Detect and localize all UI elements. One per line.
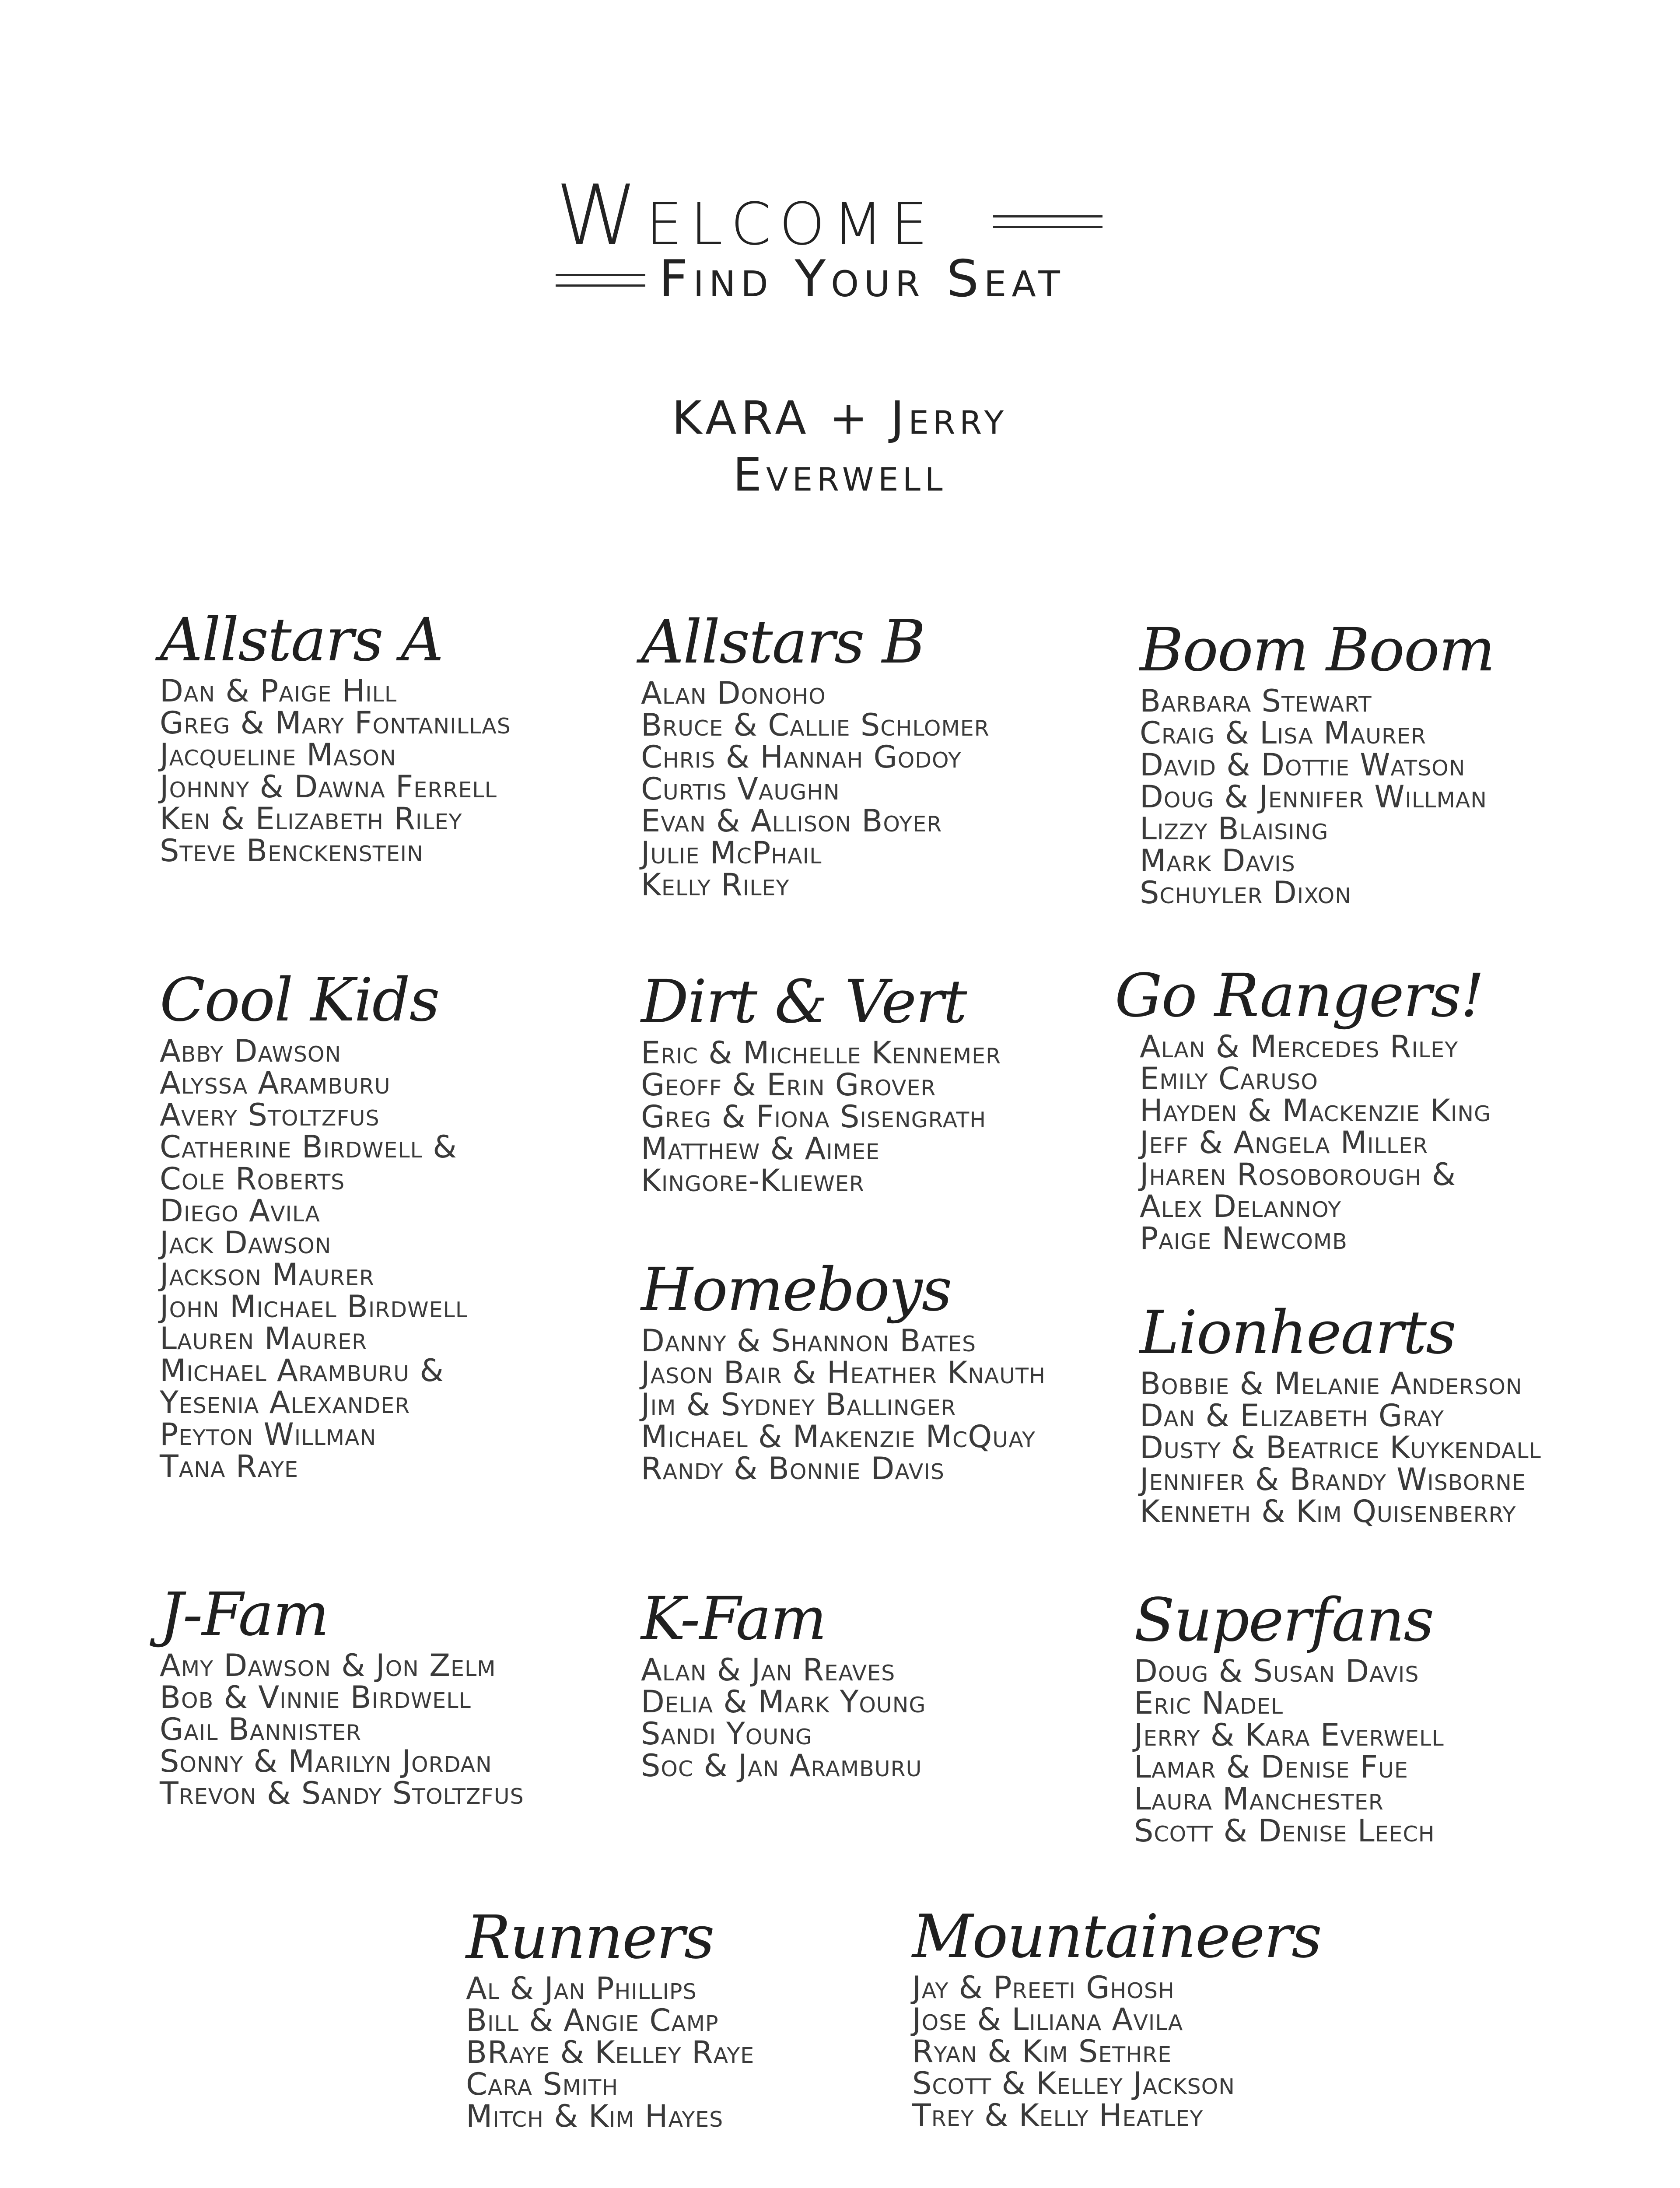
welcome-title: Welcome <box>556 167 936 264</box>
guest-name: Cara Smith <box>466 2066 619 2102</box>
couple-names-line1: KARA + Jerry <box>672 391 1008 445</box>
guest-name: BRaye & Kelley Raye <box>466 2034 755 2070</box>
guest-name: Jason Bair & Heather Knauth <box>641 1355 1046 1391</box>
guest-name: Danny & Shannon Bates <box>641 1323 976 1359</box>
guest-name: Matthew & Aimee <box>641 1131 880 1167</box>
table-name: Allstars A <box>160 606 443 675</box>
guest-name: Avery Stoltzfus <box>160 1097 380 1133</box>
find-your-seat-subtitle: Find Your Seat <box>659 249 1065 309</box>
couple-names <box>0 389 1680 503</box>
guest-name: Hayden & Mackenzie King <box>1140 1093 1491 1129</box>
guest-list <box>912 1972 1350 2132</box>
table-group <box>1134 1586 1572 1849</box>
guest-name: Delia & Mark Young <box>641 1684 926 1720</box>
table-name: J-Fam <box>160 1580 329 1649</box>
guest-name: Johnny & Dawna Ferrell <box>160 769 497 805</box>
guest-name: Diego Avila <box>160 1193 320 1229</box>
guest-name: Eric Nadel <box>1134 1685 1284 1721</box>
guest-name: Alyssa Aramburu <box>160 1065 391 1101</box>
guest-name: Bobbie & Melanie Anderson <box>1140 1366 1522 1402</box>
guest-name: Alan & Mercedes Riley <box>1140 1029 1459 1065</box>
table-group <box>641 1585 1078 1784</box>
guest-name: Jennifer & Brandy Wisborne <box>1140 1462 1526 1497</box>
guest-name: Amy Dawson & Jon Zelm <box>160 1648 496 1683</box>
guest-name: Ken & Elizabeth Riley <box>160 801 462 837</box>
guest-name: Trevon & Sandy Stoltzfus <box>160 1775 524 1811</box>
guest-list <box>641 1037 1078 1197</box>
guest-list <box>1140 685 1577 909</box>
guest-name: Greg & Mary Fontanillas <box>160 705 511 741</box>
guest-name: Doug & Susan Davis <box>1134 1653 1419 1689</box>
guest-name: Trey & Kelly Heatley <box>912 2097 1204 2133</box>
guest-name: Randy & Bonnie Davis <box>641 1451 945 1487</box>
guest-name: Geoff & Erin Grover <box>641 1067 936 1103</box>
guest-name: Bill & Angie Camp <box>466 2002 719 2038</box>
table-name: Go Rangers! <box>1115 961 1484 1031</box>
guest-list <box>160 675 597 867</box>
guest-name: Julie McPhail <box>641 835 822 871</box>
guest-name: Sandi Young <box>641 1716 812 1752</box>
guest-list <box>160 1035 597 1483</box>
guest-name: Emily Caruso <box>1140 1061 1318 1097</box>
guest-name: Tana Raye <box>160 1448 298 1484</box>
guest-name: Chris & Hannah Godoy <box>641 739 962 775</box>
guest-name: Jeff & Angela Miller <box>1140 1125 1428 1161</box>
guest-name: Scott & Kelley Jackson <box>912 2065 1235 2101</box>
table-group <box>912 1902 1350 2133</box>
welcome-rule-bottom <box>993 226 1102 228</box>
table-name: Runners <box>466 1903 714 1972</box>
guest-name: Sonny & Marilyn Jordan <box>160 1743 492 1779</box>
guest-name: Michael & Makenzie McQuay <box>641 1419 1036 1455</box>
welcome-rule-top <box>993 215 1102 217</box>
guest-list <box>1140 1368 1577 1528</box>
table-group <box>641 968 1078 1199</box>
guest-name: Lamar & Denise Fue <box>1134 1749 1408 1785</box>
table-name: Superfans <box>1134 1586 1434 1655</box>
table-group <box>1115 961 1552 1256</box>
guest-name: Ryan & Kim Sethre <box>912 2034 1172 2069</box>
guest-name: Cole Roberts <box>160 1161 345 1197</box>
couple-names-line2: Everwell <box>733 448 947 501</box>
guest-list <box>466 1973 903 2132</box>
guest-list <box>641 1654 1078 1782</box>
guest-name: Laura Manchester <box>1134 1781 1384 1817</box>
guest-name: Jay & Preeti Ghosh <box>912 1970 1175 2006</box>
table-group <box>1140 1298 1577 1529</box>
guest-name: Kenneth & Kim Quisenberry <box>1140 1494 1516 1529</box>
table-name: Lionhearts <box>1140 1298 1456 1368</box>
guest-name: Barbara Stewart <box>1140 683 1372 719</box>
table-name: Homeboys <box>641 1255 952 1325</box>
guest-name: Dan & Elizabeth Gray <box>1140 1398 1444 1434</box>
guest-name: Alan Donoho <box>641 675 826 711</box>
guest-name: Greg & Fiona Sisengrath <box>641 1099 987 1135</box>
guest-name: Paige Newcomb <box>1140 1220 1348 1256</box>
table-group <box>466 1903 903 2134</box>
guest-name: Abby Dawson <box>160 1033 342 1069</box>
table-group <box>641 608 1078 903</box>
find-seat-rule-top <box>556 274 645 276</box>
guest-name: David & Dottie Watson <box>1140 747 1466 783</box>
guest-name: Mark Davis <box>1140 843 1295 879</box>
guest-name: Evan & Allison Boyer <box>641 803 942 839</box>
table-group <box>160 966 597 1484</box>
guest-name: Al & Jan Phillips <box>466 1971 697 2006</box>
guest-name: Scott & Denise Leech <box>1134 1813 1435 1849</box>
guest-list <box>1134 1655 1572 1847</box>
guest-name: Bruce & Callie Schlomer <box>641 707 990 743</box>
guest-name: Peyton Willman <box>160 1417 377 1452</box>
guest-name: Yesenia Alexander <box>160 1385 410 1420</box>
table-group <box>160 1580 597 1811</box>
guest-name: Jack Dawson <box>160 1225 332 1261</box>
guest-list <box>1140 1031 1552 1255</box>
guest-name: John Michael Birdwell <box>160 1289 468 1325</box>
guest-name: Soc & Jan Aramburu <box>641 1748 922 1784</box>
guest-name: Alex Delannoy <box>1140 1189 1341 1224</box>
guest-name: Alan & Jan Reaves <box>641 1652 896 1688</box>
guest-name: Jose & Liliana Avila <box>912 2002 1183 2037</box>
guest-name: Steve Benckenstein <box>160 833 424 869</box>
guest-name: Jacqueline Mason <box>160 737 396 773</box>
table-name: Boom Boom <box>1140 616 1494 685</box>
guest-name: Kingore-Kliewer <box>641 1163 864 1199</box>
guest-name: Jharen Rosoborough & <box>1140 1157 1456 1192</box>
table-group <box>160 606 597 869</box>
guest-name: Kelly Riley <box>641 867 790 903</box>
guest-list <box>641 677 1078 901</box>
guest-name: Dan & Paige Hill <box>160 673 397 709</box>
table-name: K-Fam <box>641 1585 826 1654</box>
guest-name: Jerry & Kara Everwell <box>1134 1717 1444 1753</box>
guest-name: Gail Bannister <box>160 1711 362 1747</box>
guest-name: Craig & Lisa Maurer <box>1140 715 1427 751</box>
table-name: Mountaineers <box>912 1902 1321 1971</box>
guest-name: Dusty & Beatrice Kuykendall <box>1140 1430 1541 1466</box>
guest-name: Curtis Vaughn <box>641 771 840 807</box>
guest-name: Mitch & Kim Hayes <box>466 2098 724 2134</box>
guest-name: Lauren Maurer <box>160 1321 368 1357</box>
guest-name: Eric & Michelle Kennemer <box>641 1035 1001 1071</box>
guest-name: Jim & Sydney Ballinger <box>641 1387 956 1423</box>
guest-list <box>641 1325 1078 1485</box>
guest-name: Michael Aramburu & <box>160 1353 444 1389</box>
guest-name: Catherine Birdwell & <box>160 1129 457 1165</box>
guest-name: Schuyler Dixon <box>1140 875 1351 911</box>
table-name: Cool Kids <box>160 966 439 1035</box>
guest-list <box>160 1650 597 1809</box>
guest-name: Doug & Jennifer Willman <box>1140 779 1487 815</box>
guest-name: Bob & Vinnie Birdwell <box>160 1680 471 1715</box>
table-name: Allstars B <box>641 608 925 677</box>
table-name: Dirt & Vert <box>641 968 966 1037</box>
guest-name: Lizzy Blaising <box>1140 811 1329 847</box>
table-group <box>641 1255 1078 1487</box>
guest-name: Jackson Maurer <box>160 1257 375 1293</box>
table-group <box>1140 616 1577 911</box>
find-seat-rule-bottom <box>556 284 645 287</box>
